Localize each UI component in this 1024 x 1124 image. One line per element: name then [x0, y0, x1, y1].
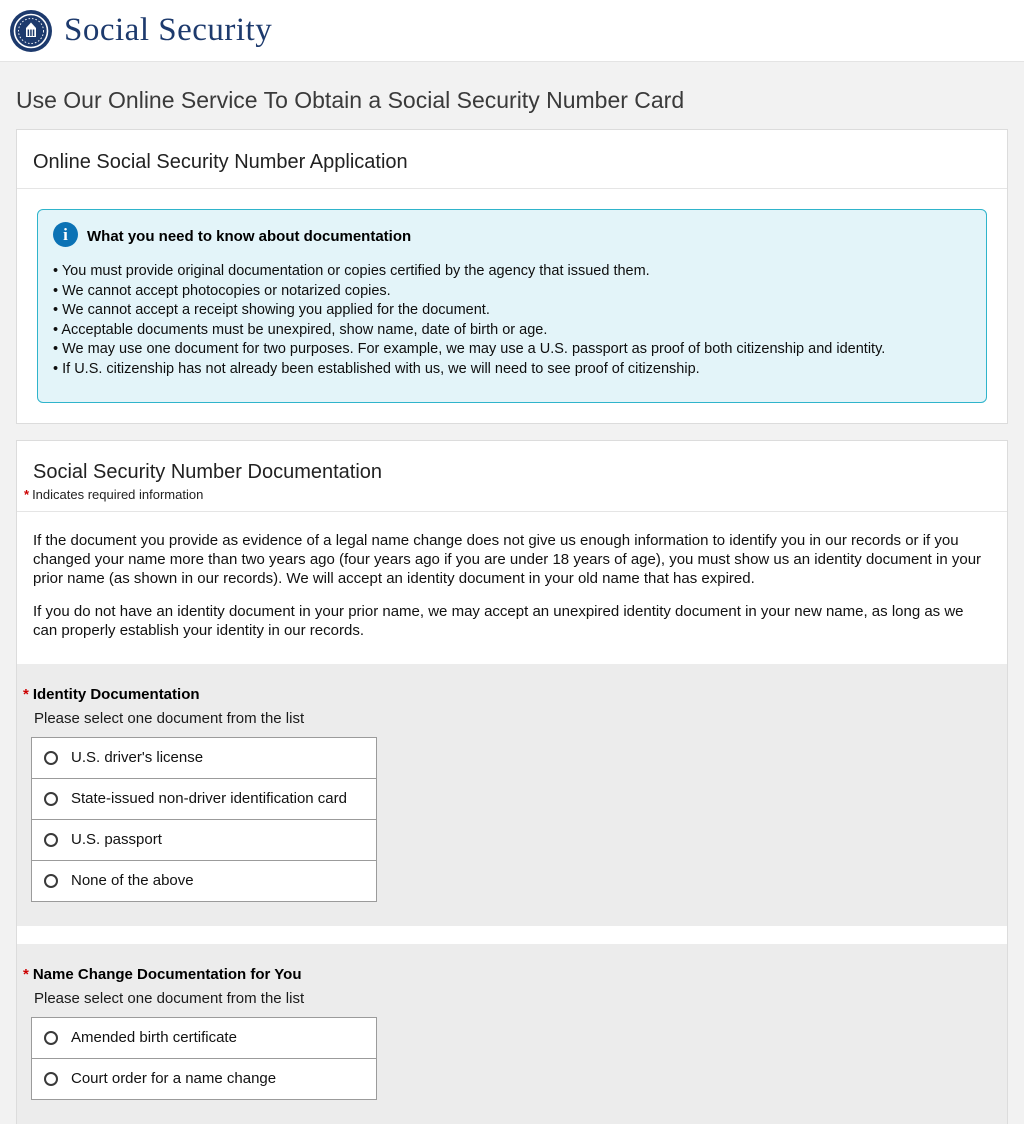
radio-option-us-passport[interactable] [32, 820, 376, 861]
info-box [37, 209, 987, 403]
identity-section-instruction: Please select one document from the list [34, 710, 305, 727]
identity-section-label [23, 686, 991, 703]
documentation-card [16, 440, 1008, 1124]
radio-option-court-order-name-change[interactable] [32, 1059, 376, 1099]
radio-option-label: U.S. passport [71, 831, 162, 848]
bullet-item [53, 262, 968, 282]
radio-option-label: Amended birth certificate [71, 1029, 237, 1046]
bullet-text: If U.S. citizenship has not already been established with us, we will need to see proof of citizenship. [62, 360, 700, 377]
application-card [16, 129, 1008, 424]
radio-option-none-of-the-above[interactable] [32, 861, 376, 901]
name-change-section-instruction: Please select one document from the list [34, 990, 305, 1007]
identity-radio-list [31, 737, 377, 902]
identity-documentation-section [17, 664, 1007, 926]
bullet-text: Acceptable documents must be unexpired, show name, date of birth or age. [61, 321, 548, 338]
bullet-item [53, 360, 968, 380]
radio-option-label: None of the above [71, 872, 194, 889]
section-divider-gap [17, 926, 1007, 944]
radio-button-icon[interactable] [44, 792, 58, 806]
required-note-text: Indicates required information [32, 487, 204, 502]
required-asterisk-icon: * [23, 686, 29, 703]
application-card-title: Online Social Security Number Application [17, 130, 1007, 189]
radio-button-icon[interactable] [44, 874, 58, 888]
bullet-text: We may use one document for two purposes. For example, we may use a U.S. passport as proof of both citizenship and identity. [62, 341, 886, 357]
info-bullet-list [53, 262, 968, 379]
identity-section-label-text: Identity Documentation [32, 686, 200, 703]
bullet-item [53, 321, 968, 341]
intro-paragraph: If you do not have an identity document in your prior name, we may accept an unexpired identity document in your new name, as long as we can properly establish your identity in our records. [33, 603, 964, 639]
name-change-section-label [23, 966, 991, 983]
bullet-text: You must provide original documentation or copies certified by the agency that issued them. [61, 263, 650, 279]
name-change-documentation-section [17, 944, 1007, 1124]
brand-title: Social Security [64, 12, 273, 48]
header [0, 0, 1024, 62]
bullet-item [53, 282, 968, 302]
radio-option-drivers-license[interactable] [32, 738, 376, 779]
radio-option-label: U.S. driver's license [71, 749, 204, 766]
required-asterisk-icon: * [24, 487, 30, 502]
name-change-radio-list [31, 1017, 377, 1100]
intro-paragraph: If the document you provide as evidence of a legal name change does not give us enough information to identify you in our records or if you changed your name more than two years ago (four years ago if you are under 18 years of age), you must show us an identity document in your prior name (as shown in our records). We will accept an identity document in your old name that has expired. [33, 532, 982, 587]
documentation-intro [17, 512, 1007, 664]
radio-button-icon[interactable] [44, 751, 58, 765]
main-content [0, 87, 1024, 1124]
bullet-item [53, 340, 968, 360]
radio-option-label: Court order for a name change [71, 1070, 277, 1087]
page-title: Use Our Online Service To Obtain a Social Security Number Card [16, 87, 685, 113]
required-note [24, 487, 991, 502]
radio-button-icon[interactable] [44, 1072, 58, 1086]
documentation-card-title: Social Security Number Documentation [33, 461, 383, 483]
bullet-item [53, 301, 968, 321]
required-asterisk-icon: * [23, 966, 29, 983]
radio-button-icon[interactable] [44, 1031, 58, 1045]
info-box-title: What you need to know about documentation [87, 228, 412, 245]
radio-option-amended-birth-certificate[interactable] [32, 1018, 376, 1059]
bullet-text: We cannot accept photocopies or notarized copies. [62, 282, 391, 299]
radio-option-state-id-card[interactable] [32, 779, 376, 820]
name-change-section-label-text: Name Change Documentation for You [32, 966, 302, 983]
radio-option-label: State-issued non-driver identification card [71, 790, 347, 807]
radio-button-icon[interactable] [44, 833, 58, 847]
ssa-seal-icon [9, 9, 53, 53]
bullet-text: We cannot accept a receipt showing you applied for the document. [62, 302, 490, 318]
documentation-card-header [17, 441, 1007, 512]
info-icon: i [53, 222, 78, 247]
